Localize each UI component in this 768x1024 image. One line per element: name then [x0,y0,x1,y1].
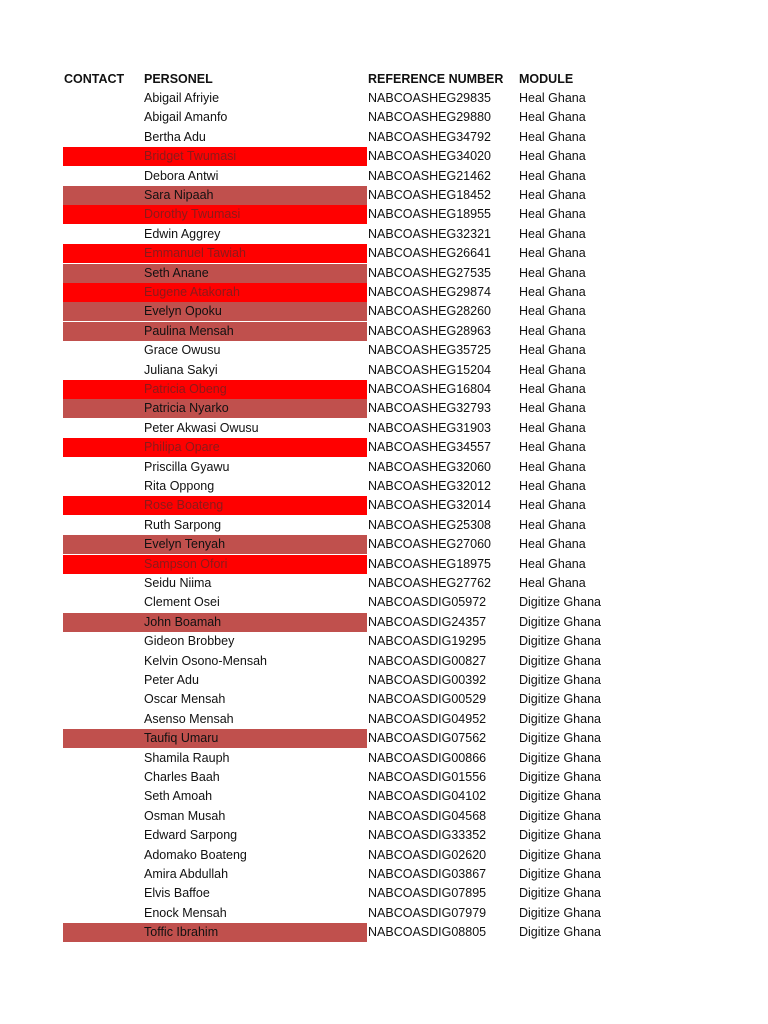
table-row [0,671,768,690]
personel-cell: Clement Osei [144,595,220,610]
row-highlight [63,264,367,283]
table-row [0,128,768,147]
table-row [0,846,768,865]
reference-number-cell: NABCOASHEG18452 [368,188,491,202]
table-row [0,89,768,108]
reference-number-cell: NABCOASHEG15204 [368,362,491,377]
personel-cell: Charles Baah [144,770,220,784]
table-row [0,904,768,923]
reference-number-cell: NABCOASHEG32321 [368,226,491,241]
table-row [0,807,768,826]
table-row [0,652,768,671]
personel-cell: Bertha Adu [144,129,206,144]
personel-cell: Priscilla Gyawu [144,459,230,474]
module-cell: Heal Ghana [519,323,586,338]
reference-number-cell: NABCOASHEG31903 [368,420,491,435]
table-row [0,399,768,418]
reference-number-cell: NABCOASDIG07979 [368,905,487,920]
personel-cell: Elvis Baffoe [144,886,210,901]
reference-number-cell: NABCOASHEG29835 [368,91,491,105]
module-cell: Digitize Ghana [519,789,601,804]
reference-number-cell: NABCOASDIG08805 [368,925,487,940]
module-cell: Digitize Ghana [519,692,601,707]
module-cell: Digitize Ghana [519,828,601,843]
personel-cell: Sampson Ofori [144,556,228,571]
table-row [0,574,768,593]
table-row [0,458,768,477]
table-row [0,108,768,127]
table-row [0,419,768,438]
reference-number-cell: NABCOASDIG04952 [368,711,487,726]
table-row [0,768,768,787]
table-row [0,613,768,632]
reference-number-cell: NABCOASDIG24357 [368,614,487,629]
module-cell: Digitize Ghana [519,595,601,610]
module-cell: Heal Ghana [519,188,586,202]
reference-number-cell: NABCOASHEG32793 [368,401,491,416]
reference-number-cell: NABCOASDIG02620 [368,847,487,862]
reference-number-cell: NABCOASDIG19295 [368,634,487,649]
module-cell: Heal Ghana [519,91,586,105]
reference-number-cell: NABCOASHEG28963 [368,323,491,338]
personel-cell: Peter Adu [144,673,199,687]
header-contact: CONTACT [64,72,125,86]
reference-number-cell: NABCOASHEG21462 [368,168,491,183]
module-cell: Heal Ghana [519,401,586,416]
personel-cell: Kelvin Osono-Mensah [144,653,267,668]
table-row [0,749,768,768]
module-cell: Heal Ghana [519,129,586,144]
personel-cell: Enock Mensah [144,905,227,920]
personel-cell: Peter Akwasi Owusu [144,420,259,435]
personel-cell: Shamila Rauph [144,750,230,765]
table-row [0,167,768,186]
module-cell: Heal Ghana [519,343,586,358]
reference-number-cell: NABCOASDIG00827 [368,653,487,668]
module-cell: Heal Ghana [519,517,586,532]
table-row [0,361,768,380]
module-cell: Digitize Ghana [519,673,601,687]
reference-number-cell: NABCOASHEG27060 [368,537,491,552]
table-row [0,729,768,748]
personel-cell: Bridget Twumasi [144,149,237,164]
table-row [0,516,768,535]
reference-number-cell: NABCOASHEG16804 [368,382,491,396]
reference-number-cell: NABCOASHEG26641 [368,246,491,261]
personel-cell: Philipa Opare [144,440,220,455]
personel-cell: Seth Anane [144,265,209,280]
personel-cell: Grace Owusu [144,343,221,358]
personel-cell: Gideon Brobbey [144,634,235,649]
table-row [0,710,768,729]
personel-cell: Edwin Aggrey [144,226,221,241]
personel-cell: Taufiq Umaru [144,731,219,746]
reference-number-cell: NABCOASDIG00866 [368,750,487,765]
personel-cell: Juliana Sakyi [144,362,218,377]
table-row [0,555,768,574]
reference-number-cell: NABCOASDIG03867 [368,867,487,881]
reference-number-cell: NABCOASHEG18955 [368,207,491,222]
module-cell: Digitize Ghana [519,731,601,746]
module-cell: Heal Ghana [519,440,586,455]
reference-number-cell: NABCOASHEG27762 [368,576,491,590]
table-row [0,477,768,496]
personel-cell: Debora Antwi [144,168,219,183]
module-cell: Digitize Ghana [519,614,601,629]
module-cell: Heal Ghana [519,246,586,261]
table-row [0,593,768,612]
module-cell: Heal Ghana [519,110,586,125]
reference-number-cell: NABCOASDIG04102 [368,789,487,804]
module-cell: Digitize Ghana [519,750,601,765]
table-row [0,283,768,302]
personel-cell: Emmanuel Tawiah [144,246,246,261]
reference-number-cell: NABCOASHEG34792 [368,129,491,144]
reference-number-cell: NABCOASHEG25308 [368,517,491,532]
table-row [0,865,768,884]
module-cell: Digitize Ghana [519,711,601,726]
module-cell: Digitize Ghana [519,886,601,901]
reference-number-cell: NABCOASHEG32060 [368,459,491,474]
table-row [0,923,768,942]
table-row [0,244,768,263]
reference-number-cell: NABCOASHEG29874 [368,285,491,299]
personel-cell: Adomako Boateng [144,847,247,862]
module-cell: Heal Ghana [519,362,586,377]
module-cell: Heal Ghana [519,168,586,183]
module-cell: Heal Ghana [519,149,586,164]
reference-number-cell: NABCOASHEG35725 [368,343,491,358]
reference-number-cell: NABCOASDIG07562 [368,731,487,746]
reference-number-cell: NABCOASHEG34557 [368,440,491,455]
module-cell: Digitize Ghana [519,847,601,862]
table-row [0,341,768,360]
module-cell: Heal Ghana [519,207,586,222]
module-cell: Heal Ghana [519,304,586,319]
table-row [0,205,768,224]
personel-cell: Osman Musah [144,808,226,823]
personel-cell: Seth Amoah [144,789,213,804]
reference-number-cell: NABCOASDIG33352 [368,828,487,843]
module-cell: Heal Ghana [519,459,586,474]
reference-number-cell: NABCOASDIG00392 [368,673,487,687]
table-row [0,632,768,651]
reference-number-cell: NABCOASHEG29880 [368,110,491,125]
module-cell: Digitize Ghana [519,770,601,784]
reference-number-cell: NABCOASDIG07895 [368,886,487,901]
table-row [0,884,768,903]
reference-number-cell: NABCOASDIG01556 [368,770,487,784]
personel-cell: Dorothy Twumasi [144,207,241,222]
personel-cell: Patricia Nyarko [144,401,229,416]
module-cell: Heal Ghana [519,576,586,590]
module-cell: Digitize Ghana [519,634,601,649]
table-row [0,147,768,166]
personel-cell: Rose Boateng [144,498,224,513]
personel-cell: Evelyn Opoku [144,304,222,319]
module-cell: Heal Ghana [519,537,586,552]
module-cell: Digitize Ghana [519,905,601,920]
personel-cell: Abigail Amanfo [144,110,228,125]
reference-number-cell: NABCOASHEG28260 [368,304,491,319]
personel-cell: Sara Nipaah [144,188,214,202]
header-reference-number: REFERENCE NUMBER [368,72,504,86]
table-row [0,787,768,806]
personel-cell: Abigail Afriyie [144,91,220,105]
personel-cell: Toffic Ibrahim [144,925,219,940]
header-module: MODULE [519,72,574,86]
table-row [0,826,768,845]
personel-cell: Ruth Sarpong [144,517,222,532]
personel-cell: Evelyn Tenyah [144,537,226,552]
table-row [0,302,768,321]
reference-number-cell: NABCOASHEG18975 [368,556,491,571]
personel-cell: Asenso Mensah [144,711,234,726]
module-cell: Digitize Ghana [519,653,601,668]
reference-number-cell: NABCOASDIG00529 [368,692,487,707]
header-personel: PERSONEL [144,72,213,86]
module-cell: Heal Ghana [519,226,586,241]
module-cell: Heal Ghana [519,420,586,435]
module-cell: Digitize Ghana [519,925,601,940]
table-row [0,225,768,244]
module-cell: Heal Ghana [519,382,586,396]
reference-number-cell: NABCOASDIG04568 [368,808,487,823]
personel-cell: Eugene Atakorah [144,285,240,299]
module-cell: Heal Ghana [519,265,586,280]
personel-cell: John Boamah [144,614,222,629]
personel-cell: Rita Oppong [144,479,215,493]
table-row [0,322,768,341]
personel-cell: Paulina Mensah [144,323,234,338]
module-cell: Heal Ghana [519,285,586,299]
table-row [0,186,768,205]
reference-number-cell: NABCOASHEG34020 [368,149,491,164]
table-row [0,535,768,554]
module-cell: Digitize Ghana [519,867,601,881]
module-cell: Digitize Ghana [519,808,601,823]
personel-cell: Edward Sarpong [144,828,238,843]
table-row [0,496,768,515]
row-highlight [63,186,367,205]
personel-cell: Oscar Mensah [144,692,226,707]
table-row [0,264,768,283]
reference-number-cell: NABCOASHEG32012 [368,479,491,493]
table-row [0,380,768,399]
personel-cell: Amira Abdullah [144,867,229,881]
reference-number-cell: NABCOASHEG27535 [368,265,491,280]
module-cell: Heal Ghana [519,556,586,571]
personel-cell: Patricia Obeng [144,382,227,396]
reference-number-cell: NABCOASHEG32014 [368,498,491,513]
module-cell: Heal Ghana [519,479,586,493]
reference-number-cell: NABCOASDIG05972 [368,595,487,610]
table-row [0,690,768,709]
table-row [0,438,768,457]
module-cell: Heal Ghana [519,498,586,513]
personel-cell: Seidu Niima [144,576,212,590]
